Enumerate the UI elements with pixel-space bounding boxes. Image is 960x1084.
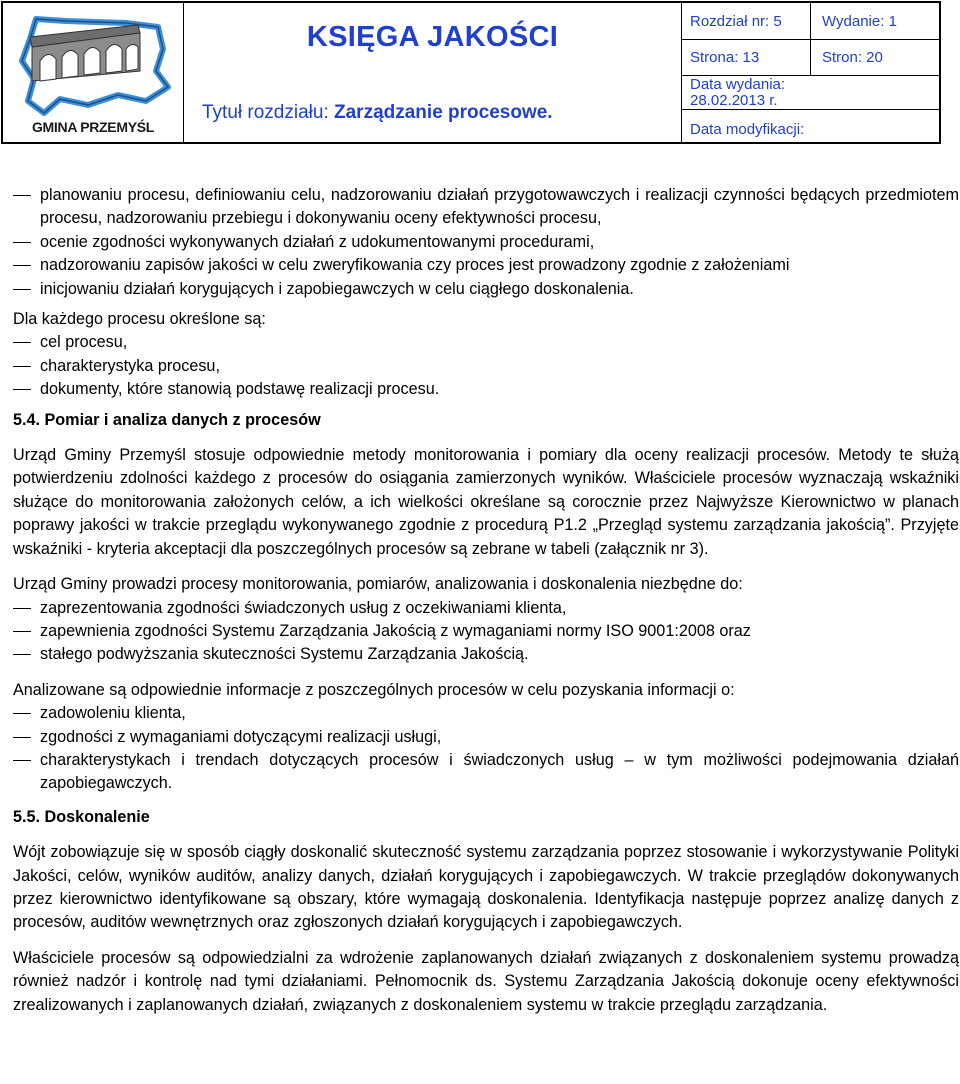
list-item: ocenie zgodności wykonywanych działań z udokumentowanymi procedurami, bbox=[13, 231, 959, 254]
chapter-label: Tytuł rozdziału: bbox=[202, 102, 334, 123]
paragraph: Urząd Gminy Przemyśl stosuje odpowiednie metody monitorowania i pomiary dla oceny realizacji procesów. Metody te służą potwierdzeniu zdolności każdego z procesów do osiągania zamierzonych wyników. Właściciele procesów wyznaczają wskaźniki służące do monitorowania założonych celów, a ich wielkości określane są corocznie przez Najwyższe Kierownictwo w planach poprawy jakości w trakcie przeglądu wykonywanego zgodnie z procedurą P1.2 „Przegląd systemu zarządzania jakością”. Przyjęte wskaźniki - kryteria akceptacji dla poszczególnych procesów są zebrane w tabeli (załącznik nr 3). bbox=[13, 446, 959, 558]
paragraph: Właściciele procesów są odpowiedzialni za wdrożenie zaplanowanych działań związanych z doskonaleniem systemu prowadzą również nadzór i kontrolę nad tymi działaniami. Pełnomocnik ds. Systemu Zarządzania Jakością dokonuje oceny efektywności zrealizowanych i zaplanowanych działań, związanych z doskonaleniem systemu w trakcie przeglądu zarządzania. bbox=[13, 948, 959, 1014]
issue-date-block bbox=[690, 77, 785, 109]
logo-cell bbox=[3, 3, 184, 142]
modified-label: Data modyfikacji: bbox=[690, 121, 805, 138]
document-header bbox=[1, 1, 941, 144]
meta-row-pages bbox=[682, 39, 939, 76]
edition-number: Wydanie: 1 bbox=[822, 13, 897, 30]
page-count: Stron: 20 bbox=[822, 49, 883, 66]
list-item: zadowoleniu klienta, bbox=[13, 702, 959, 725]
issue-date-label: Data wydania: bbox=[690, 76, 786, 93]
chapter-title bbox=[202, 102, 553, 124]
meta-cell bbox=[682, 3, 939, 142]
list-monitoring-goals bbox=[13, 597, 959, 667]
list-item: dokumenty, które stanowią podstawę realizacji procesu. bbox=[13, 378, 959, 401]
page-number: Strona: 13 bbox=[690, 49, 760, 66]
list-item: charakterystyka procesu, bbox=[13, 355, 959, 378]
paragraph: Dla każdego procesu określone są: bbox=[13, 310, 266, 329]
meta-row-chapter bbox=[682, 3, 939, 40]
paragraph: Urząd Gminy prowadzi procesy monitorowania, pomiarów, analizowania i doskonalenia niezbędne do: bbox=[13, 575, 743, 594]
list-item: nadzorowaniu zapisów jakości w celu zweryfikowania czy proces jest prowadzony zgodnie z założeniami bbox=[13, 254, 959, 277]
list-item: cel procesu, bbox=[13, 331, 959, 354]
meta-row-modified bbox=[682, 109, 939, 142]
logo-text: GMINA PRZEMYŚL bbox=[31, 119, 155, 135]
list-item: stałego podwyższania skuteczności Systemu Zarządzania Jakością. bbox=[13, 643, 959, 666]
list-process-definition bbox=[13, 331, 959, 401]
section-heading: 5.4. Pomiar i analiza danych z procesów bbox=[13, 410, 321, 429]
paragraph: Wójt zobowiązuje się w sposób ciągły doskonalić skuteczność systemu zarządzania poprzez stosowanie i wykorzystywanie Polityki Jakości, celów, wyników auditów, analizy danych, działań korygujących i zapobiegawczych. W trakcie przeglądów dokonywanych przez kierownictwo identyfikowane są obszary, które wymagają doskonalenia. Identyfikacja następuje poprzez analizę danych z procesów, auditów wewnętrznych oraz zgłoszonych działań korygujących i zapobiegawczych. bbox=[13, 843, 959, 932]
chapter-name: Zarządzanie procesowe. bbox=[334, 102, 553, 123]
list-item: charakterystykach i trendach dotyczących procesów i świadczonych usług – w tym możliwości podejmowania działań zapobiegawczych. bbox=[13, 749, 959, 796]
list-item: inicjowaniu działań korygujących i zapobiegawczych w celu ciągłego doskonalenia. bbox=[13, 278, 959, 301]
section-heading: 5.5. Doskonalenie bbox=[13, 807, 150, 826]
title-cell bbox=[184, 3, 682, 142]
book-title: KSIĘGA JAKOŚCI bbox=[306, 21, 559, 53]
list-analysis-topics bbox=[13, 702, 959, 796]
meta-row-issue-date bbox=[682, 75, 939, 110]
issue-date: 28.02.2013 r. bbox=[690, 92, 778, 109]
list-item: zgodności z wymaganiami dotyczącymi realizacji usługi, bbox=[13, 726, 959, 749]
list-process-supervision bbox=[13, 184, 959, 301]
list-item: zapewnienia zgodności Systemu Zarządzania Jakością z wymaganiami normy ISO 9001:2008 oraz bbox=[13, 620, 959, 643]
paragraph: Analizowane są odpowiednie informacje z poszczególnych procesów w celu pozyskania informacji o: bbox=[13, 680, 735, 699]
gmina-logo-icon bbox=[8, 9, 178, 121]
chapter-number: Rozdział nr: 5 bbox=[690, 13, 782, 30]
list-item: zaprezentowania zgodności świadczonych usług z oczekiwaniami klienta, bbox=[13, 597, 959, 620]
list-item: planowaniu procesu, definiowaniu celu, nadzorowaniu działań przygotowawczych i realizacji czynności będących przedmiotem procesu, nadzorowaniu przebiegu i dokonywaniu oceny efektywności procesu, bbox=[13, 184, 959, 231]
document-body bbox=[13, 184, 959, 1017]
